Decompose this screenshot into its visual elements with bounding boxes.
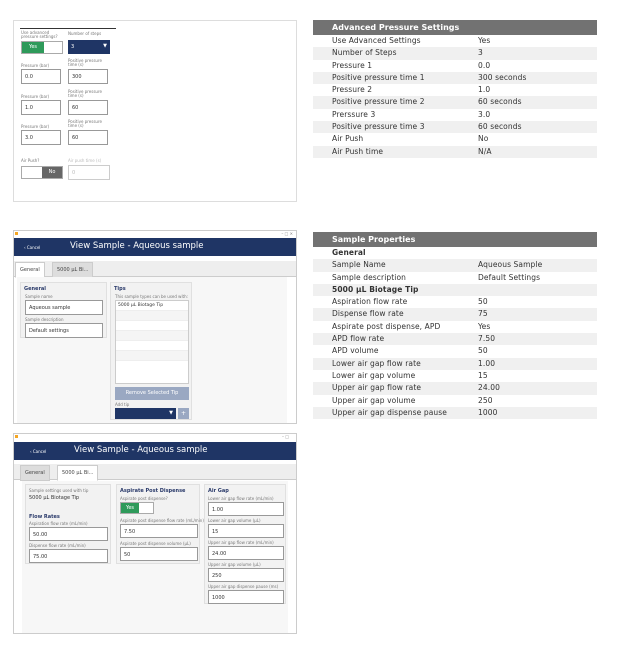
row-key: APD volume: [332, 346, 379, 356]
table-row: [313, 407, 597, 419]
asp-flow-label: Aspiration flow rate (mL/min): [29, 521, 88, 526]
use-advanced-toggle[interactable]: [21, 41, 63, 54]
table-row: [313, 395, 597, 407]
table-row: [313, 296, 597, 308]
table-row: [313, 259, 597, 271]
row-key: Use Advanced Settings: [332, 36, 421, 45]
sample-name-input[interactable]: Aqueous sample: [25, 300, 103, 315]
table-row: [313, 72, 597, 84]
row-key: Upper air gap volume: [332, 395, 416, 405]
steps-value: 3: [71, 44, 75, 50]
steps-select[interactable]: [68, 40, 110, 54]
row-key: Positive pressure time 3: [332, 122, 425, 132]
ptime-3-input[interactable]: 60: [68, 130, 108, 145]
title-bar: [14, 231, 296, 238]
tab-bar: [14, 261, 296, 277]
table-row: [313, 321, 597, 333]
uag-flow-label: Upper air gap flow rate (mL/min): [208, 540, 274, 545]
row-key: Aspiration flow rate: [332, 297, 408, 307]
row-key: APD flow rate: [332, 334, 385, 344]
apd-vol-label: Aspirate post dispense volume (µL): [120, 541, 191, 546]
apd-title: Aspirate Post Dispense: [120, 488, 186, 494]
ptime-2-label: Positive pressure time (s): [68, 89, 102, 98]
disp-flow-label: Dispense flow rate (mL/min): [29, 543, 86, 548]
row-key: Upper air gap dispense pause: [332, 407, 447, 417]
add-tip-select[interactable]: [115, 408, 176, 419]
tab-content: [17, 277, 287, 423]
row-value: 1000: [478, 407, 498, 417]
cancel-button[interactable]: ‹ Cancel: [24, 245, 41, 250]
pressure-1-input[interactable]: 0.0: [21, 69, 61, 84]
list-item-empty: [116, 321, 188, 331]
ptime-2-input[interactable]: 60: [68, 100, 108, 115]
uag-pause-label: Upper air gap dispense pause (ms): [208, 584, 279, 589]
lag-flow-input[interactable]: 1.00: [208, 502, 284, 516]
table-row: [313, 133, 597, 145]
row-key: Dispense flow rate: [332, 309, 404, 319]
toggle-yes: Yes: [121, 503, 139, 513]
table-row: [313, 272, 597, 284]
uag-vol-label: Upper air gap volume (µL): [208, 562, 261, 567]
list-item-empty: [116, 331, 188, 341]
row-value: 0.0: [478, 60, 491, 70]
tab-bar: [14, 464, 296, 480]
row-key: General: [332, 248, 366, 257]
row-value: Aqueous Sample: [478, 260, 543, 270]
tips-list[interactable]: [115, 300, 189, 384]
add-tip-label: Add tip: [115, 402, 130, 407]
row-key: Positive pressure time 1: [332, 72, 425, 82]
row-key: Air Push: [332, 134, 364, 144]
pressure-2-input[interactable]: 1.0: [21, 100, 61, 115]
used-with-label: Sample settings used with tip: [29, 488, 89, 493]
uag-vol-input[interactable]: 250: [208, 568, 284, 582]
table-row: [313, 382, 597, 394]
list-item-empty: [116, 351, 188, 361]
tips-group: [110, 282, 192, 420]
table-row: [313, 35, 597, 47]
apd-flow-label: Aspirate post dispense flow rate (mL/min): [120, 518, 204, 523]
page-title: View Sample - Aqueous sample: [70, 241, 204, 251]
table-row: [313, 84, 597, 96]
row-value: 7.50: [478, 334, 496, 344]
sample-desc-label: Sample description: [25, 317, 64, 322]
page-title: View Sample - Aqueous sample: [74, 445, 208, 455]
row-key: Number of Steps: [332, 48, 397, 58]
row-key: Lower air gap volume: [332, 370, 416, 380]
flow-rates-title: Flow Rates: [29, 514, 60, 520]
nav-header: [14, 238, 296, 256]
uag-pause-input[interactable]: 1000: [208, 590, 284, 604]
apd-toggle[interactable]: [120, 502, 154, 514]
uag-flow-input[interactable]: 24.00: [208, 546, 284, 560]
tab-tip[interactable]: 5000 µL Bi...: [57, 465, 98, 481]
steps-label: Number of steps: [68, 31, 102, 36]
disp-flow-input[interactable]: 75.00: [29, 549, 108, 563]
lag-vol-input[interactable]: 15: [208, 524, 284, 538]
table-row: [313, 96, 597, 108]
chevron-down-icon: ▼: [169, 410, 173, 416]
air-push-toggle[interactable]: [21, 166, 63, 179]
tab-tip[interactable]: 5000 µL Bi...: [52, 262, 93, 278]
app-icon: [15, 435, 18, 438]
list-item-empty: [116, 341, 188, 351]
table-row: [313, 358, 597, 370]
row-value: No: [478, 134, 489, 144]
row-key: Pressure 2: [332, 85, 373, 95]
cancel-button[interactable]: ‹ Cancel: [30, 449, 47, 454]
air-push-time-input[interactable]: 0: [68, 165, 110, 180]
used-with-value: 5000 µL Biotage Tip: [29, 495, 80, 501]
row-value: 1.0: [478, 85, 491, 95]
row-value: 3.0: [478, 109, 491, 119]
table-row: [313, 345, 597, 357]
asp-flow-input[interactable]: 50.00: [29, 527, 108, 541]
general-title: General: [24, 286, 46, 292]
row-value: Default Settings: [478, 272, 541, 282]
nav-header: [14, 442, 296, 460]
row-key: Positive pressure time 2: [332, 97, 425, 107]
table-row: [313, 247, 597, 259]
tab-general[interactable]: General: [20, 465, 50, 481]
lag-flow-label: Lower air gap flow rate (mL/min): [208, 496, 274, 501]
row-key: Lower air gap flow rate: [332, 358, 421, 368]
air-gap-group: [204, 484, 286, 604]
remove-tip-button[interactable]: Remove Selected Tip: [115, 387, 189, 400]
row-value: 60 seconds: [478, 122, 522, 132]
sample-properties-table: [313, 232, 597, 419]
ptime-1-input[interactable]: 300: [68, 69, 108, 84]
row-value: 250: [478, 395, 493, 405]
title-bar: [14, 434, 296, 441]
pressure-settings-form: [13, 20, 297, 202]
pressure-1-label: Pressure (bar): [21, 63, 50, 68]
pressure-2-label: Pressure (bar): [21, 94, 50, 99]
toggle-yes: Yes: [22, 42, 44, 53]
use-advanced-label: Use advanced pressure settings?: [21, 30, 58, 39]
chevron-down-icon: ▼: [103, 43, 107, 49]
tab-general[interactable]: General: [15, 262, 45, 278]
row-value: 60 seconds: [478, 97, 522, 107]
table-row: [313, 60, 597, 72]
table-row: [313, 121, 597, 133]
air-gap-title: Air Gap: [208, 488, 229, 494]
row-value: Yes: [478, 321, 491, 331]
tip-settings-group: [25, 484, 111, 564]
row-value: 24.00: [478, 383, 500, 393]
tab-content: [22, 481, 288, 633]
window-controls[interactable]: – □ ✕: [281, 231, 293, 236]
apd-group: [116, 484, 204, 564]
apd-flow-input[interactable]: 7.50: [120, 524, 198, 538]
tips-hint: This sample types can be used with:: [115, 294, 189, 299]
row-key: 5000 µL Biotage Tip: [332, 284, 419, 294]
table-row: [313, 284, 597, 296]
add-tip-button[interactable]: +: [178, 408, 189, 419]
row-key: Sample description: [332, 272, 407, 282]
row-key: Upper air gap flow rate: [332, 383, 422, 393]
row-value: 50: [478, 297, 488, 307]
table-row: [313, 333, 597, 345]
window-controls[interactable]: – □: [281, 434, 289, 439]
table-row: [313, 109, 597, 121]
row-value: 15: [478, 370, 488, 380]
sample-name-label: Sample name: [25, 294, 53, 299]
table-header: Sample Properties: [313, 232, 597, 247]
apd-vol-input[interactable]: 50: [120, 547, 198, 561]
row-key: Prerssure 3: [332, 109, 376, 119]
air-push-time-label: Air push time (s): [68, 158, 102, 163]
row-key: Pressure 1: [332, 60, 373, 70]
general-group: [20, 282, 107, 338]
row-value: 300 seconds: [478, 72, 527, 82]
row-key: Sample Name: [332, 260, 386, 270]
tips-title: Tips: [114, 286, 126, 292]
row-value: N/A: [478, 146, 492, 156]
lag-vol-label: Lower air gap volume (µL): [208, 518, 261, 523]
row-value: 3: [478, 48, 483, 58]
table-header: Advanced Pressure Settings: [313, 20, 597, 35]
pressure-3-input[interactable]: 3.0: [21, 130, 61, 145]
apd-question-label: Aspirate post dispense?: [120, 496, 168, 501]
form-top-divider: [20, 28, 116, 29]
sample-desc-input[interactable]: Default settings: [25, 323, 103, 338]
row-value: Yes: [478, 36, 491, 45]
table-row: [313, 308, 597, 320]
table-row: [313, 146, 597, 158]
list-item[interactable]: 5000 µL Biotage Tip: [116, 301, 188, 311]
table-row: [313, 47, 597, 59]
app-icon: [15, 232, 18, 235]
air-push-label: Air Push?: [21, 158, 40, 163]
list-item-empty: [116, 311, 188, 321]
row-value: 75: [478, 309, 488, 319]
row-key: Air Push time: [332, 146, 384, 156]
row-key: Aspirate post dispense, APD: [332, 321, 441, 331]
row-value: 1.00: [478, 358, 496, 368]
table-row: [313, 370, 597, 382]
pressure-3-label: Pressure (bar): [21, 124, 50, 129]
pressure-summary-table: [313, 20, 597, 158]
toggle-no: No: [42, 167, 62, 178]
row-value: 50: [478, 346, 488, 356]
ptime-3-label: Positive pressure time (s): [68, 119, 102, 128]
view-sample-window-tip: [13, 433, 297, 634]
ptime-1-label: Positive pressure time (s): [68, 58, 102, 67]
view-sample-window-general: [13, 230, 297, 424]
